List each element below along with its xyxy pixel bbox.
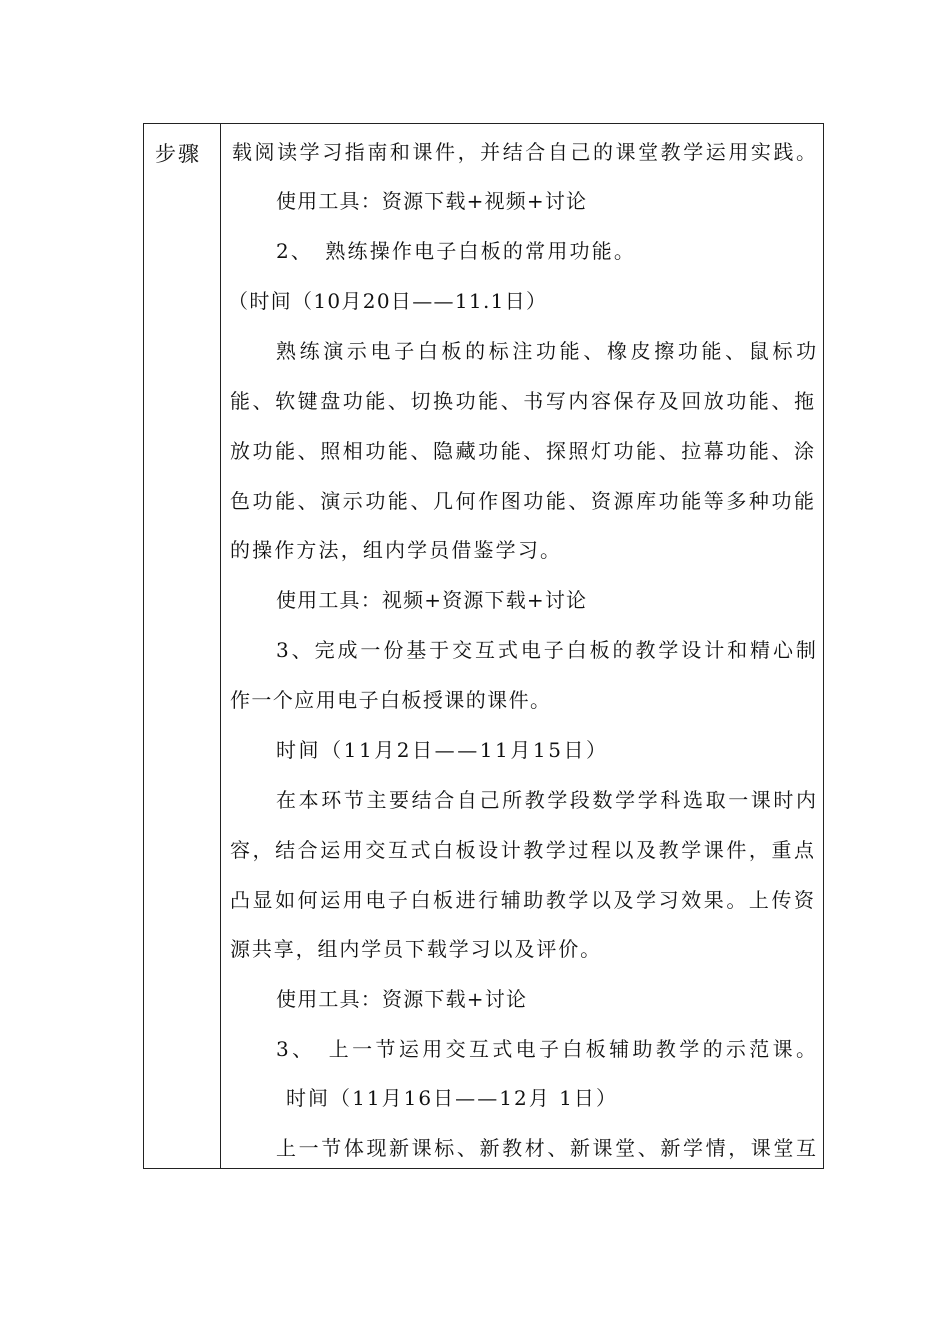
text-line: 熟练演示电子白板的标注功能、橡皮擦功能、鼠标功 [276,339,820,363]
text-line: 时间（11月16日——12月 1日） [286,1086,618,1110]
text-line: 的操作方法，组内学员借鉴学习。 [230,538,563,562]
text-line: 上一节体现新课标、新教材、新课堂、新学情，课堂互 [276,1136,819,1160]
text-line: （时间（10月20日——11.1日） [228,289,548,313]
row-label-steps: 步骤 [155,142,201,166]
text-line: 源共享，组内学员下载学习以及评价。 [230,937,602,961]
text-line: 容，结合运用交互式白板设计教学过程以及教学课件，重点 [230,838,817,862]
text-line: 放功能、照相功能、隐藏功能、探照灯功能、拉幕功能、涂 [230,439,817,463]
text-line: 使用工具：资源下载+视频+讨论 [276,189,588,213]
text-line: 2、 熟练操作电子白板的常用功能。 [276,239,637,263]
text-line: 使用工具：资源下载+讨论 [276,987,528,1011]
text-line: 3、完成一份基于交互式电子白板的教学设计和精心制 [276,638,819,662]
text-line: 在本环节主要结合自己所教学段数学学科选取一课时内 [276,788,819,812]
text-line: 凸显如何运用电子白板进行辅助教学以及学习效果。上传资 [230,888,817,912]
column-divider [220,123,221,1169]
text-line: 使用工具：视频+资源下载+讨论 [276,588,588,612]
text-line: 能、软键盘功能、切换功能、书写内容保存及回放功能、拖 [230,389,817,413]
text-line: 时间（11月2日——11月15日） [276,738,609,762]
text-line: 作一个应用电子白板授课的课件。 [230,688,552,712]
text-line: 色功能、演示功能、几何作图功能、资源库功能等多种功能 [230,489,817,513]
text-line: 3、 上一节运用交互式电子白板辅助教学的示范课。 [276,1037,820,1061]
text-line: 载阅读学习指南和课件，并结合自己的课堂教学运用实践。 [232,140,819,164]
